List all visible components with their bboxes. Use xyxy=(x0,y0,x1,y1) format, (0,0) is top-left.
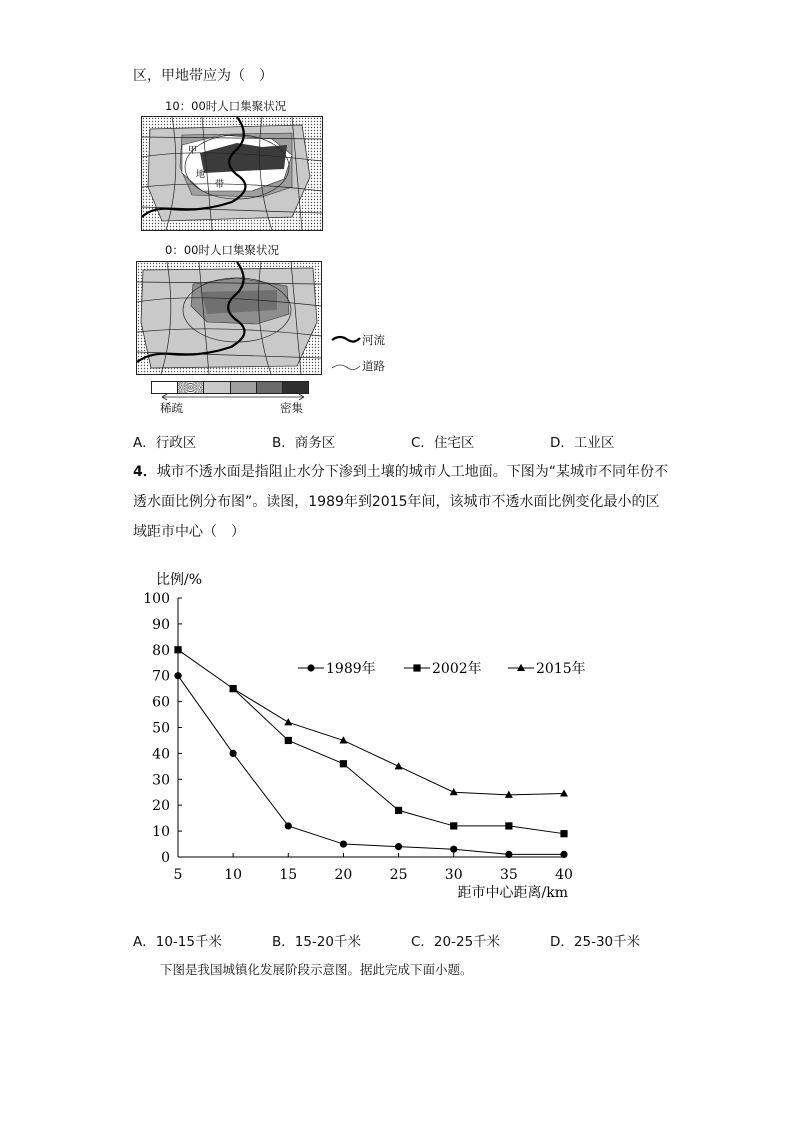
series-line-2002年 xyxy=(178,650,564,834)
q3-option-b[interactable]: B．商务区 xyxy=(272,435,336,451)
data-point-2002年 xyxy=(560,830,567,837)
data-point-1989年 xyxy=(450,846,457,853)
legend-marker xyxy=(517,664,525,671)
q4-line-2: 透水面比例分布图”。读图，1989年到2015年间，该城市不透水面比例变化最小的区 xyxy=(133,494,660,510)
map-0am xyxy=(136,261,322,375)
legend-sparse-label: 稀疏 xyxy=(160,401,183,415)
series-line-2015年 xyxy=(233,689,564,795)
y-tick-label: 60 xyxy=(152,694,170,711)
y-tick-label: 0 xyxy=(161,850,170,866)
legend-river-label: 河流 xyxy=(362,333,385,347)
data-point-1989年 xyxy=(340,840,347,847)
q4-option-c[interactable]: C．20-25千米 xyxy=(411,934,501,950)
data-point-2002年 xyxy=(285,737,292,744)
legend-road-label: 道路 xyxy=(362,359,385,373)
data-point-2015年 xyxy=(450,788,458,795)
q3-stem-tail: 区，甲地带应为（ ） xyxy=(133,68,273,84)
data-point-2015年 xyxy=(560,789,568,796)
data-point-1989年 xyxy=(174,672,181,679)
q4-line-1 xyxy=(133,462,668,482)
y-tick-label: 100 xyxy=(143,591,170,607)
river-icon xyxy=(332,337,360,342)
y-tick-label: 10 xyxy=(152,824,170,841)
x-axis-label: 距市中心距离/km xyxy=(457,885,568,901)
road-icon xyxy=(332,365,360,370)
q4-line-1-text: 城市不透水面是指阻止水分下渗到土壤的城市人工地面。下图为“某城市不同年份不 xyxy=(156,464,669,480)
legend-label: 2015年 xyxy=(536,661,586,677)
data-point-1989年 xyxy=(505,851,512,858)
q3-option-c[interactable]: C．住宅区 xyxy=(411,435,475,451)
legend-dense-label: 密集 xyxy=(280,401,303,415)
x-tick-label: 35 xyxy=(499,867,518,883)
map-0am-figure xyxy=(137,262,321,374)
data-point-2002年 xyxy=(505,822,512,829)
y-axis-label: 比例/% xyxy=(156,572,203,588)
data-point-2002年 xyxy=(395,807,402,814)
map2-title: 0：00时人口集聚状况 xyxy=(165,243,279,257)
data-point-2015年 xyxy=(284,718,292,725)
map1-title: 10：00时人口集聚状况 xyxy=(165,99,287,113)
legend-marker xyxy=(413,664,420,671)
river-road-legend-icons xyxy=(330,330,362,374)
data-point-2002年 xyxy=(340,760,347,767)
data-point-1989年 xyxy=(285,822,292,829)
x-tick-label: 25 xyxy=(389,867,408,883)
q4-number: 4． xyxy=(133,464,157,480)
label-jia: 甲 xyxy=(188,146,198,156)
data-point-1989年 xyxy=(230,750,237,757)
data-point-2015年 xyxy=(395,762,403,769)
y-tick-label: 90 xyxy=(152,616,170,633)
legend-marker xyxy=(307,664,314,671)
y-tick-label: 80 xyxy=(152,642,170,659)
data-point-2002年 xyxy=(450,822,457,829)
y-tick-label: 40 xyxy=(152,746,170,763)
q4-option-d[interactable]: D．25-30千米 xyxy=(550,934,641,950)
legend-label: 2002年 xyxy=(432,661,482,677)
data-point-1989年 xyxy=(395,843,402,850)
x-tick-label: 10 xyxy=(224,867,243,883)
x-tick-label: 5 xyxy=(173,867,183,883)
label-di: 地 xyxy=(196,170,206,180)
q3-option-a[interactable]: A．行政区 xyxy=(133,435,197,451)
y-tick-label: 30 xyxy=(152,772,170,789)
data-point-1989年 xyxy=(560,851,567,858)
legend-label: 1989年 xyxy=(326,661,376,677)
q4-option-a[interactable]: A．10-15千米 xyxy=(133,934,222,950)
q3-option-d[interactable]: D．工业区 xyxy=(550,435,615,451)
y-tick-label: 50 xyxy=(152,720,170,737)
x-tick-label: 30 xyxy=(444,867,463,883)
q4-option-b[interactable]: B．15-20千米 xyxy=(272,934,361,950)
map-10am-figure xyxy=(142,117,322,230)
q4-line-3: 域距市中心（ ） xyxy=(133,524,245,540)
footer-instruction: 下图是我国城镇化发展阶段示意图。据此完成下面小题。 xyxy=(160,962,473,977)
y-tick-label: 70 xyxy=(152,668,170,685)
label-dai: 带 xyxy=(215,180,225,190)
x-tick-label: 20 xyxy=(334,867,353,883)
x-tick-label: 15 xyxy=(279,867,298,883)
map-10am xyxy=(141,116,323,231)
impervious-surface-chart xyxy=(130,564,590,909)
data-point-2002年 xyxy=(174,646,181,653)
y-tick-label: 20 xyxy=(152,798,170,815)
x-tick-label: 40 xyxy=(555,867,573,883)
